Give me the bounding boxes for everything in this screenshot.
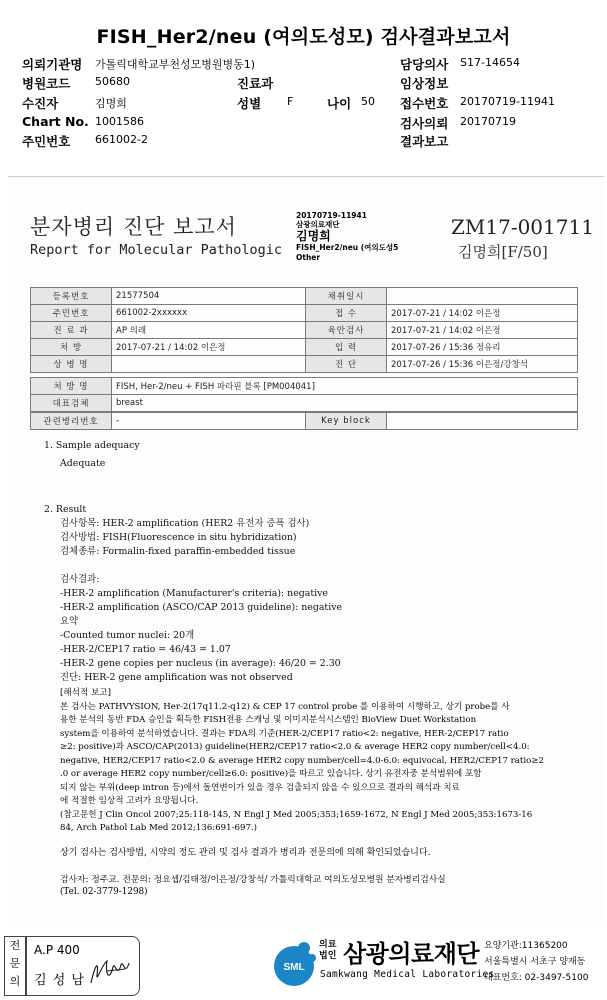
section-1-body: Adequate (60, 458, 106, 469)
table-cell-value (112, 356, 306, 373)
stamp-title-box (4, 936, 26, 996)
label-accession: 20170719-11941 (296, 211, 367, 220)
footer (0, 928, 607, 1000)
header-label-age: 나이 (327, 96, 352, 111)
table-cell-value: - (112, 413, 306, 430)
table-cell-value: FISH, Her-2/neu + FISH 파라핀 블록 [PM004041] (112, 378, 578, 395)
table-row (31, 413, 578, 430)
tel-text: (Tel. 02-3779-1298) (60, 887, 148, 897)
header-label-department: 진료과 (237, 76, 274, 91)
specimen-label (296, 211, 426, 263)
header-label-accession: 접수번호 (400, 96, 449, 111)
patient-tag: 김명희[F/50] (458, 243, 548, 261)
result-line: 진단: HER-2 gene amplification was not observed (60, 672, 293, 683)
table-cell-label: 대표검체 (31, 395, 112, 412)
interpretation-line: 본 검사는 PATHVYSION, Her-2(17q11.2-q12) & CEP 17 control probe 를 이용하여 시행하고, 상기 probe를 사 (60, 701, 510, 712)
org-address: 서울특별시 서초구 양재동 (484, 957, 586, 967)
table-row (31, 305, 578, 322)
result-line: -HER-2 amplification (Manufacturer's criteria): negative (60, 588, 328, 599)
table-cell-value: 2017-07-26 / 15:36 이은정/강창석 (387, 356, 578, 373)
org-code: 요양기관:11365200 (484, 941, 568, 951)
interpretation-block (60, 687, 544, 836)
label-test: FISH_Her2/neu (여의도성5 (296, 243, 399, 252)
table-cell-value: breast (112, 395, 578, 412)
org-type-bottom: 법인 (319, 951, 337, 961)
org-name: 삼광의료재단 (343, 940, 480, 968)
interpretation-line: ≥2: positive)과 ASCO/CAP(2013) guideline(HER2/CEP17 ratio<2.0 & average HER2 copy number/cell<4.0: (60, 742, 530, 752)
table-cell-label: Key block (306, 413, 387, 430)
header-value-patient: 김명희 (95, 97, 127, 110)
label-org: 삼광의료재단 (296, 220, 340, 229)
examiner-text: 검사자: 정주교. 전문의: 정요셉/김태정/이은정/강창석/ 가톨릭대학교 여의도성모병원 분자병리검사실 (60, 875, 446, 885)
interpretation-line: 용한 분석의 동반 FDA 승인을 획득한 FISH전용 스캐닝 및 이미지분석시스템인 BioView Duet Workstation (60, 715, 477, 725)
info-table (30, 287, 578, 373)
table-cell-value: 2017-07-26 / 15:36 정유리 (387, 339, 578, 356)
stamp-name: 김 성 남 (34, 973, 85, 988)
order-table (30, 377, 578, 412)
result-line (60, 559, 342, 573)
table-cell-value: 661002-2xxxxxx (112, 305, 306, 322)
table-cell-value (387, 413, 578, 430)
table-row (31, 339, 578, 356)
result-line: 검체종류: Formalin-fixed paraffin-embedded tissue (60, 546, 296, 557)
org-name-en: Samkwang Medical Laboratories (320, 969, 495, 980)
table-cell-label: 진 료 과 (31, 322, 112, 339)
org-logo-icon (270, 938, 320, 988)
table-cell-label: 접 수 (306, 305, 387, 322)
interpretation-line: 에 적절한 임상적 고려가 요망됩니다. (60, 796, 199, 806)
related-table (30, 412, 578, 430)
interpretation-line: negative, HER2/CEP17 ratio<2.0 & average HER2 copy number/cell=4.0-6.0: equivocal, HER2/CEP17 ratio≥2 (60, 755, 544, 766)
table-row (31, 395, 578, 412)
report-number: ZM17-001711 (451, 215, 594, 239)
header-label-hospital-code: 병원코드 (22, 76, 71, 91)
confirmation-text: 상기 검사는 검사방법, 시약의 정도 관리 및 검사 결과가 병리과 전문의에 의해 확인되었습니다. (60, 848, 431, 858)
result-line: -HER-2 gene copies per nucleus (in average): 46/20 = 2.30 (60, 658, 341, 669)
header-value-accession: 20170719-11941 (460, 95, 555, 108)
label-patient: 김명희 (296, 229, 331, 243)
scanned-report (8, 176, 604, 925)
table-cell-value: AP 의래 (112, 322, 306, 339)
header-value-resident-no: 661002-2 (95, 133, 148, 146)
section-2-heading: 2. Result (44, 504, 87, 515)
header-label-clinical-info: 임상정보 (400, 76, 449, 91)
interpretation-line: [해석적 보고] (60, 688, 111, 698)
interpretation-line: .0 or average HER2 copy number/cell≥6.0: positive)을 따르고 있습니다. 상기 유전자중 분석범위에 포함 (60, 769, 482, 779)
table-cell-label: 관련병리번호 (31, 413, 112, 430)
header-label-sex: 성별 (237, 96, 262, 111)
header-label-report-date: 결과보고 (400, 134, 449, 149)
table-cell-label: 상 병 명 (31, 356, 112, 373)
table-cell-label: 주민번호 (31, 305, 112, 322)
header-value-doctor: S17-14654 (460, 56, 520, 69)
table-cell-value: 2017-07-21 / 14:02 이은정 (387, 322, 578, 339)
result-line: 검사결과: (60, 574, 100, 585)
report-title-en: Report for Molecular Pathologic (30, 242, 282, 258)
table-row (31, 322, 578, 339)
header-label-resident-no: 주민번호 (22, 134, 71, 149)
table-cell-label: 입 력 (306, 339, 387, 356)
header-label-chart-no: Chart No. (22, 114, 89, 129)
header-label-patient: 수진자 (22, 96, 59, 111)
header-value-request-date: 20170719 (460, 115, 516, 128)
table-cell-label: 육안검사 (306, 322, 387, 339)
table-cell-value (387, 288, 578, 305)
stamp-box (26, 936, 140, 996)
table-cell-label: 등록번호 (31, 288, 112, 305)
table-row (31, 378, 578, 395)
stamp-char: 문 (9, 957, 21, 970)
result-line: -Counted tumor nuclei: 20개 (60, 630, 195, 641)
stamp-code: A.P 400 (34, 943, 80, 957)
header-value-age: 50 (361, 95, 375, 108)
result-line: 요약 (60, 616, 79, 627)
table-cell-label: 처 방 (31, 339, 112, 356)
header-label-doctor: 담당의사 (400, 57, 449, 72)
interpretation-line: 되지 않는 부위(deep intron 등)에서 돌연변이가 있을 경우 검출되지 않을 수 있으므로 결과의 해석과 치료 (60, 782, 460, 793)
org-type (319, 940, 336, 962)
header-value-sex: F (287, 95, 294, 108)
result-line: -HER-2 amplification (ASCO/CAP 2013 guideline): negative (60, 602, 343, 613)
header-value-chart-no: 1001586 (95, 115, 144, 128)
table-cell-value: 2017-07-21 / 14:02 이은정 (387, 305, 578, 322)
header-label-request-date: 검사의뢰 (400, 116, 449, 131)
table-row (31, 356, 578, 373)
header-value-hospital-code: 50680 (95, 75, 130, 88)
signature-icon (87, 953, 133, 989)
interpretation-line: 84, Arch Pathol Lab Med 2012;136:691-697.) (60, 823, 257, 833)
header-value-institution: 가톨릭대학교부천성모병원병동1) (95, 58, 256, 71)
table-cell-label: 처 방 명 (31, 378, 112, 395)
page-title: FISH_Her2/neu (여의도성모) 검사결과보고서 (96, 26, 511, 48)
table-row (31, 288, 578, 305)
header-label-institution: 의뢰기관명 (22, 57, 83, 72)
table-cell-label: 진 단 (306, 356, 387, 373)
logo-text: SML (283, 962, 305, 973)
interpretation-line: system을 이용하여 분석하였습니다. 결과는 FDA의 기준(HER-2/CEP17 ratio<2: negative, HER-2/CEP17 ratio (60, 728, 509, 739)
stamp-char: 의 (9, 975, 21, 988)
interpretation-line: (참고문헌 J Clin Oncol 2007;25:118-145, N Engl J Med 2005;353;1659-1672, N Engl J Med 2005;353:1673-16 (60, 809, 533, 820)
result-line: 검사항목: HER-2 amplification (HER2 유전자 증폭 검사) (60, 518, 310, 529)
result-block (60, 517, 342, 685)
result-line: 검사방법: FISH(Fluorescence in situ hybridization) (60, 532, 297, 543)
org-contact (484, 938, 588, 986)
table-cell-label: 채취일시 (306, 288, 387, 305)
org-phone: 대표번호: 02-3497-5100 (484, 973, 589, 983)
stamp-char: 전 (9, 939, 21, 952)
section-1-heading: 1. Sample adequacy (44, 440, 140, 451)
result-line: -HER-2/CEP17 ratio = 46/43 = 1.07 (60, 644, 231, 655)
label-other: Other (296, 253, 321, 262)
report-title-ko: 분자병리 진단 보고서 (30, 215, 237, 239)
org-type-top: 의료 (319, 940, 337, 950)
table-cell-value: 21577504 (112, 288, 306, 305)
table-cell-value: 2017-07-21 / 14:02 이은정 (112, 339, 306, 356)
